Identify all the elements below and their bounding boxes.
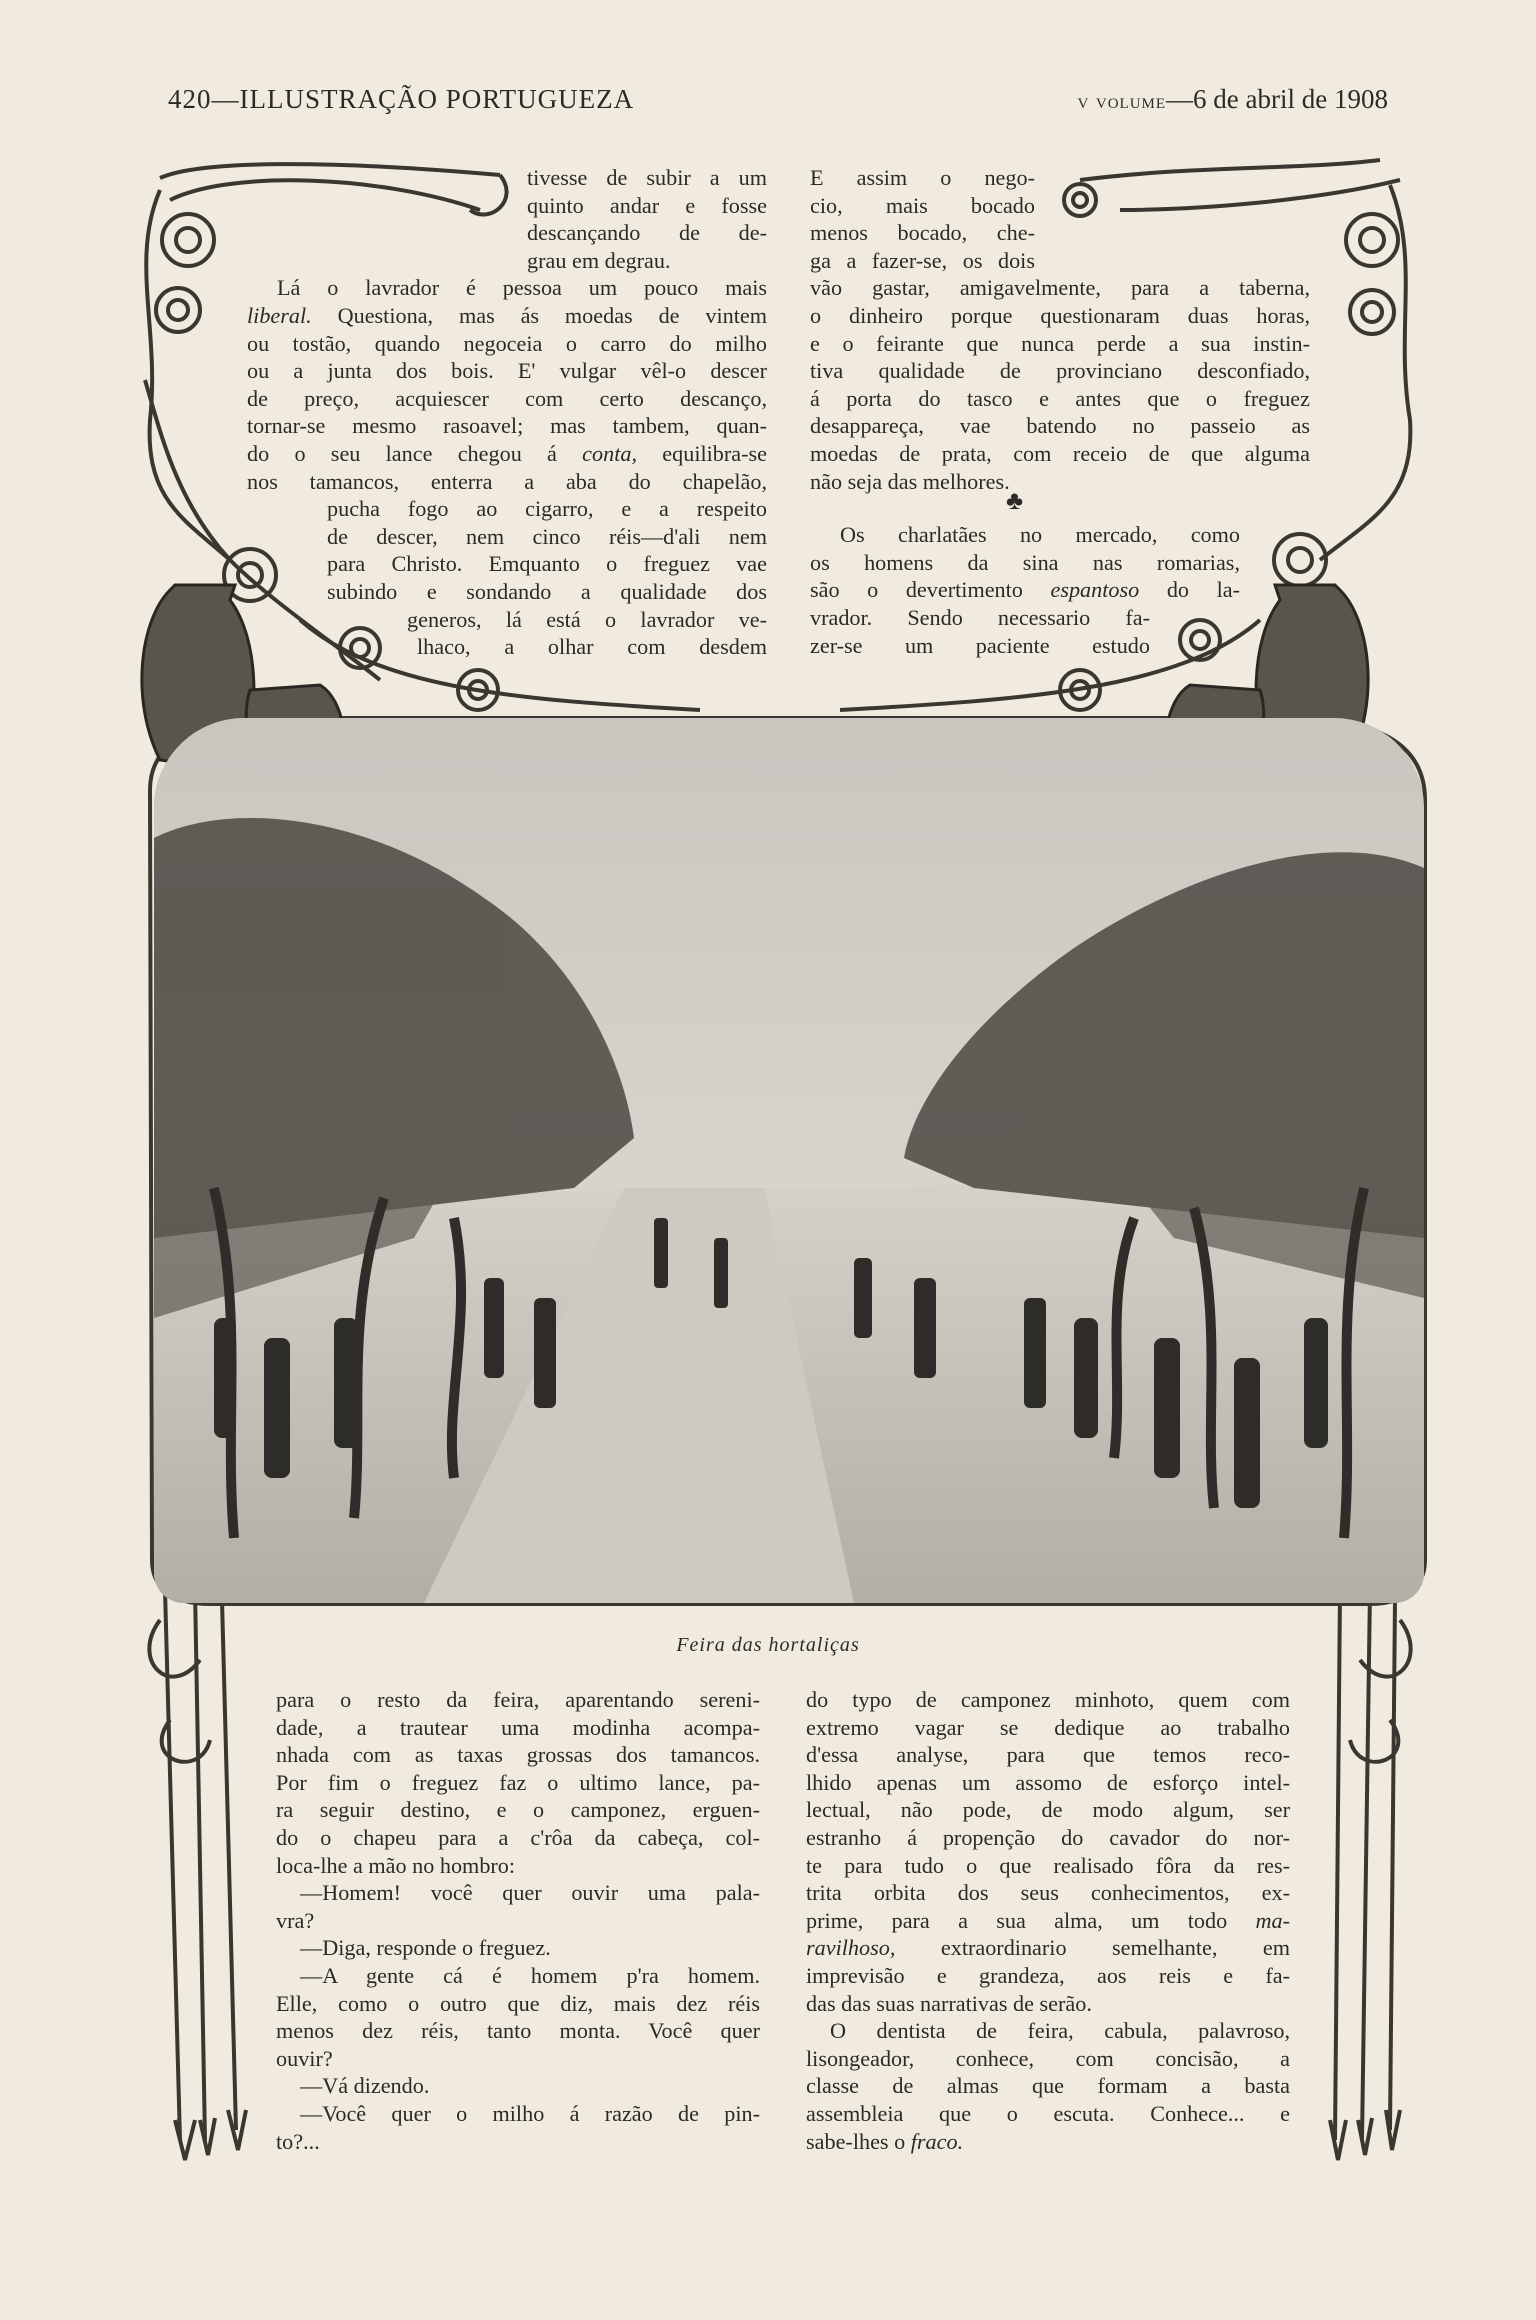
- text-line: á porta do tasco e antes que o freguez: [810, 385, 1310, 411]
- text-line: ou a junta dos bois. E' vulgar vêl-o descer: [247, 358, 767, 384]
- text-line: to?...: [276, 2128, 320, 2154]
- text-line: E assim o nego-: [810, 165, 1035, 190]
- text-line: zer-se um paciente estudo: [810, 632, 1150, 658]
- page-header-left: 420—ILLUSTRAÇÃO PORTUGUEZA: [168, 84, 635, 114]
- text-line: extremo vagar se dedique ao trabalho: [806, 1714, 1290, 1740]
- text-line: menos bocado, che-: [810, 220, 1035, 246]
- text-line: tiva qualidade de provinciano desconfiado,: [810, 358, 1310, 384]
- text-line: d'essa analyse, para que temos reco-: [806, 1742, 1290, 1768]
- text-line: menos dez réis, tanto monta. Você quer: [276, 2018, 760, 2044]
- club-ornament-icon: ♣: [1006, 486, 1024, 515]
- page-header-right: [1078, 84, 1388, 115]
- text-line: ouvir?: [276, 2045, 333, 2071]
- text-line: ou tostão, quando negoceia o carro do milho: [247, 330, 767, 356]
- text-line: —Vá dizendo.: [300, 2073, 430, 2099]
- text-line: te para tudo o que realisado fôra da res-: [806, 1852, 1290, 1878]
- text-line: sabe-lhes o fraco.: [806, 2128, 964, 2154]
- text-line: loca-lhe a mão no hombro:: [276, 1852, 516, 1878]
- text-line: O dentista de feira, cabula, palavroso,: [830, 2018, 1290, 2044]
- text-line: prime, para a sua alma, um todo ma-: [806, 1907, 1290, 1933]
- text-line: o dinheiro porque questionaram duas horas,: [810, 302, 1310, 328]
- text-line: e o feirante que nunca perde a sua instin-: [810, 330, 1310, 356]
- text-line: tivesse de subir a um: [527, 165, 767, 190]
- text-line: ra seguir destino, e o camponez, erguen-: [276, 1797, 760, 1823]
- text-line: de preço, acquiescer com certo descanço,: [247, 385, 767, 411]
- market-photograph: [154, 718, 1424, 1603]
- text-line: são o devertimento espantoso do la-: [810, 577, 1240, 603]
- text-line: das das suas narrativas de serão.: [806, 1990, 1092, 2016]
- text-line: liberal. Questiona, mas ás moedas de vintem: [247, 302, 767, 328]
- text-line: imprevisão e grandeza, aos reis e fa-: [806, 1962, 1290, 1988]
- text-line: vra?: [276, 1907, 315, 1933]
- text-line: nhada com as taxas grossas dos tamancos.: [276, 1742, 760, 1768]
- text-line: Os charlatães no mercado, como: [840, 522, 1240, 548]
- text-line: dade, a trautear uma modinha acompa-: [276, 1714, 760, 1740]
- issue-date: —6 de abril de 1908: [1166, 84, 1388, 114]
- text-line: nos tamancos, enterra a aba do chapelão,: [247, 468, 767, 494]
- text-line: moedas de prata, com receio de que alguma: [810, 440, 1310, 466]
- top-right-column: [810, 164, 1310, 659]
- text-line: tornar-se mesmo rasoavel; mas tambem, quan-: [247, 413, 767, 439]
- text-line: lisongeador, conhece, com concisão, a: [806, 2045, 1290, 2071]
- text-line: descançando de de-: [527, 220, 767, 246]
- text-line: Por fim o freguez faz o ultimo lance, pa-: [276, 1769, 760, 1795]
- photo-caption: Feira das hortaliças: [676, 1634, 860, 1656]
- text-line: trita orbita dos seus conhecimentos, ex-: [806, 1880, 1290, 1906]
- market-scene-illustration: [154, 718, 1424, 1603]
- text-line: lectual, não pode, de modo algum, ser: [806, 1797, 1290, 1823]
- text-line: cio, mais bocado: [810, 192, 1035, 218]
- italic-word: liberal.: [247, 302, 312, 328]
- text-line: de descer, nem cinco réis—d'ali nem: [327, 523, 767, 549]
- italic-word: fraco.: [910, 2128, 964, 2154]
- text-line: generos, lá está o lavrador ve-: [407, 606, 767, 632]
- text-line: desappareça, vae batendo no passeio as: [810, 413, 1310, 439]
- text-line: —Diga, responde o freguez.: [300, 1935, 551, 1961]
- text-line: assembleia que o escuta. Conhece... e: [806, 2100, 1290, 2126]
- text-line: do o seu lance chegou á conta, equilibra-se: [247, 440, 768, 466]
- italic-word: conta,: [582, 440, 638, 466]
- text-line: Lá o lavrador é pessoa um pouco mais: [277, 275, 767, 301]
- text-line: classe de almas que formam a basta: [806, 2073, 1290, 2099]
- italic-word: ma-: [1255, 1907, 1290, 1933]
- top-left-column: [247, 164, 767, 661]
- text-line: vão gastar, amigavelmente, para a taberna,: [810, 275, 1310, 301]
- text-line: os homens da sina nas romarias,: [810, 549, 1240, 575]
- text-line: lhido apenas um assomo de esforço intel-: [806, 1769, 1290, 1795]
- text-line: —A gente cá é homem p'ra homem.: [300, 1962, 760, 1988]
- text-line: subindo e sondando a qualidade dos: [327, 578, 767, 604]
- text-line: quinto andar e fosse: [527, 192, 767, 218]
- text-line: para o resto da feira, aparentando sereni-: [276, 1687, 760, 1712]
- italic-word: espantoso: [1050, 577, 1140, 603]
- text-line: Elle, como o outro que diz, mais dez réis: [276, 1990, 760, 2016]
- text-line: estranho á propenção do cavador do nor-: [806, 1824, 1290, 1850]
- text-line: —Você quer o milho á razão de pin-: [300, 2100, 760, 2126]
- text-line: grau em degrau.: [527, 247, 671, 273]
- text-line: ga a fazer-se, os dois: [810, 247, 1035, 273]
- text-line: ravilhoso, extraordinario semelhante, em: [806, 1935, 1290, 1961]
- text-line: do o chapeu para a c'rôa da cabeça, col-: [276, 1824, 760, 1850]
- text-line: para Christo. Emquanto o freguez vae: [327, 551, 767, 577]
- bottom-right-column: [806, 1686, 1290, 2155]
- text-line: lhaco, a olhar com desdem: [417, 634, 767, 660]
- text-line: —Homem! você quer ouvir uma pala-: [300, 1880, 760, 1906]
- text-line: pucha fogo ao cigarro, e a respeito: [327, 496, 767, 522]
- bottom-left-column: [276, 1686, 760, 2155]
- text-line: não seja das melhores.: [810, 468, 1010, 494]
- text-line: vrador. Sendo necessario fa-: [810, 604, 1150, 630]
- italic-word: ravilhoso,: [806, 1935, 896, 1961]
- volume-label: v volume: [1077, 88, 1167, 113]
- text-line: do typo de camponez minhoto, quem com: [806, 1687, 1290, 1712]
